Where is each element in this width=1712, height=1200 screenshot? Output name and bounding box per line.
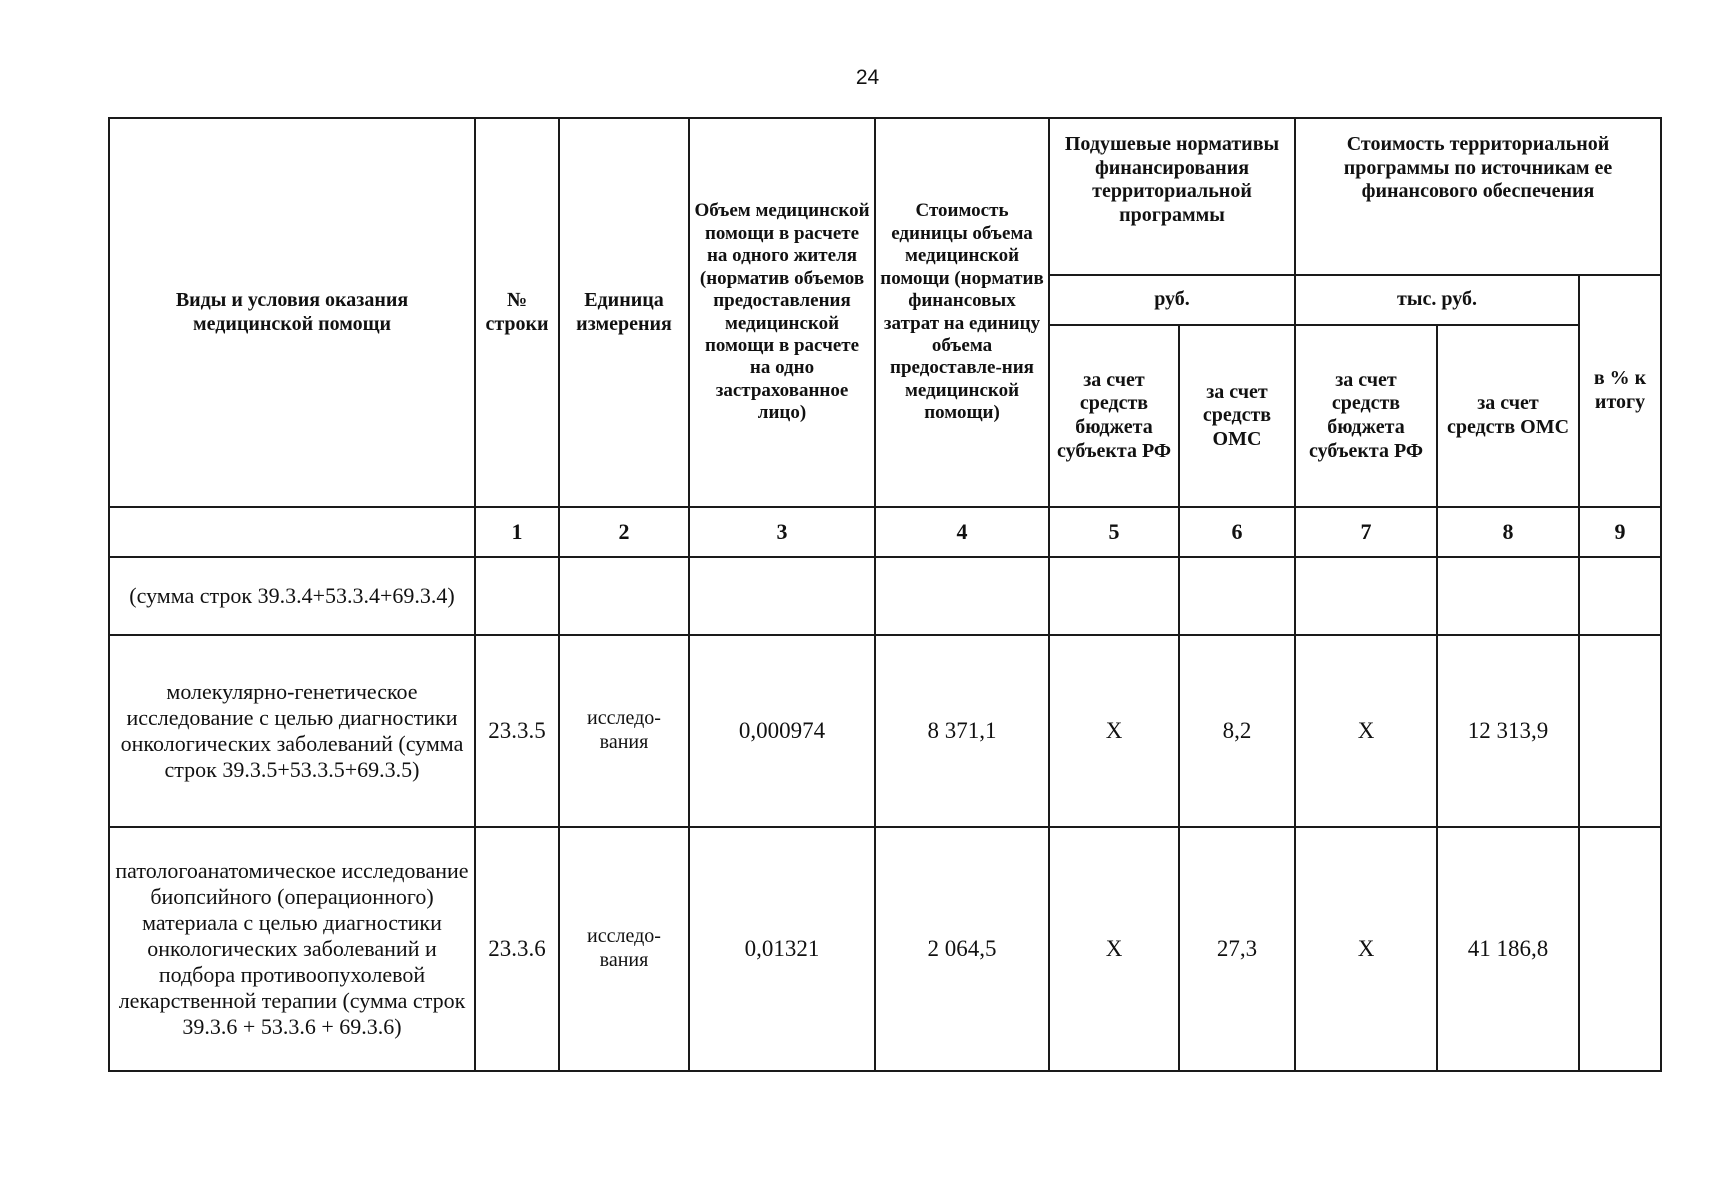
row-number (475, 557, 559, 635)
row-unit: исследо-вания (559, 635, 689, 827)
row-cost: 8 371,1 (875, 635, 1049, 827)
row-number: 23.3.5 (475, 635, 559, 827)
page-number: 24 (855, 66, 880, 89)
row-volume: 0,01321 (689, 827, 875, 1071)
row-unit (559, 557, 689, 635)
row-unit: исследо-вания (559, 827, 689, 1071)
header-prog-budget: за счет средств бюджета субъекта РФ (1295, 325, 1437, 507)
row-percent (1579, 635, 1661, 827)
column-numbers-row (109, 507, 1661, 557)
row-prog-budget: Х (1295, 635, 1437, 827)
row-description: патологоанатомическое исследование биопсийного (операционного) материала с целью диагностики онкологических заболеваний и подбора противоопухолевой лекарственной терапии (сумма строк 39.3.6 + 53.3.6 + 69.3.6) (109, 827, 475, 1071)
row-volume: 0,000974 (689, 635, 875, 827)
column-number: 4 (875, 507, 1049, 557)
header-group-program: Стоимость территориальной программы по источникам ее финансового обеспечения (1295, 118, 1661, 275)
table-row (109, 557, 1661, 635)
row-percent (1579, 827, 1661, 1071)
header-group-norms: Подушевые нормативы финансирования территориальной программы (1049, 118, 1295, 275)
row-prog-oms (1437, 557, 1579, 635)
financing-table (108, 117, 1662, 1072)
row-description: (сумма строк 39.3.4+53.3.4+69.3.4) (109, 557, 475, 635)
column-number: 2 (559, 507, 689, 557)
row-norm-oms: 8,2 (1179, 635, 1295, 827)
header-norm-oms: за счет средств ОМС (1179, 325, 1295, 507)
column-number: 3 (689, 507, 875, 557)
row-description: молекулярно-генетическое исследование с целью диагностики онкологических заболеваний (сумма строк 39.3.5+53.3.5+69.3.5) (109, 635, 475, 827)
column-number (109, 507, 475, 557)
row-percent (1579, 557, 1661, 635)
row-volume (689, 557, 875, 635)
row-norm-budget: Х (1049, 635, 1179, 827)
header-thous-rub: тыс. руб. (1295, 275, 1579, 325)
column-number: 5 (1049, 507, 1179, 557)
header-cost: Стоимость единицы объема медицинской помощи (норматив финансовых затрат на единицу объема предоставле-ния медицинской помощи) (875, 118, 1049, 507)
row-prog-oms: 41 186,8 (1437, 827, 1579, 1071)
table-row (109, 635, 1661, 827)
header-kind: Виды и условия оказания медицинской помощи (109, 118, 475, 507)
header-prog-oms: за счет средств ОМС (1437, 325, 1579, 507)
row-prog-budget: Х (1295, 827, 1437, 1071)
column-number: 1 (475, 507, 559, 557)
row-prog-budget (1295, 557, 1437, 635)
column-number: 8 (1437, 507, 1579, 557)
row-number: 23.3.6 (475, 827, 559, 1071)
row-cost (875, 557, 1049, 635)
row-norm-budget (1049, 557, 1179, 635)
header-row-no: № строки (475, 118, 559, 507)
row-cost: 2 064,5 (875, 827, 1049, 1071)
row-prog-oms: 12 313,9 (1437, 635, 1579, 827)
table-row (109, 827, 1661, 1071)
row-norm-oms: 27,3 (1179, 827, 1295, 1071)
column-number: 6 (1179, 507, 1295, 557)
header-volume: Объем медицинской помощи в расчете на одного жителя (норматив объемов предоставления медицинской помощи в расчете на одно застрахованное лицо) (689, 118, 875, 507)
header-rub: руб. (1049, 275, 1295, 325)
row-norm-oms (1179, 557, 1295, 635)
column-number: 9 (1579, 507, 1661, 557)
header-norm-budget: за счет средств бюджета субъекта РФ (1049, 325, 1179, 507)
column-number: 7 (1295, 507, 1437, 557)
header-unit: Единица измерения (559, 118, 689, 507)
row-norm-budget: Х (1049, 827, 1179, 1071)
header-percent: в % к итогу (1579, 275, 1661, 507)
